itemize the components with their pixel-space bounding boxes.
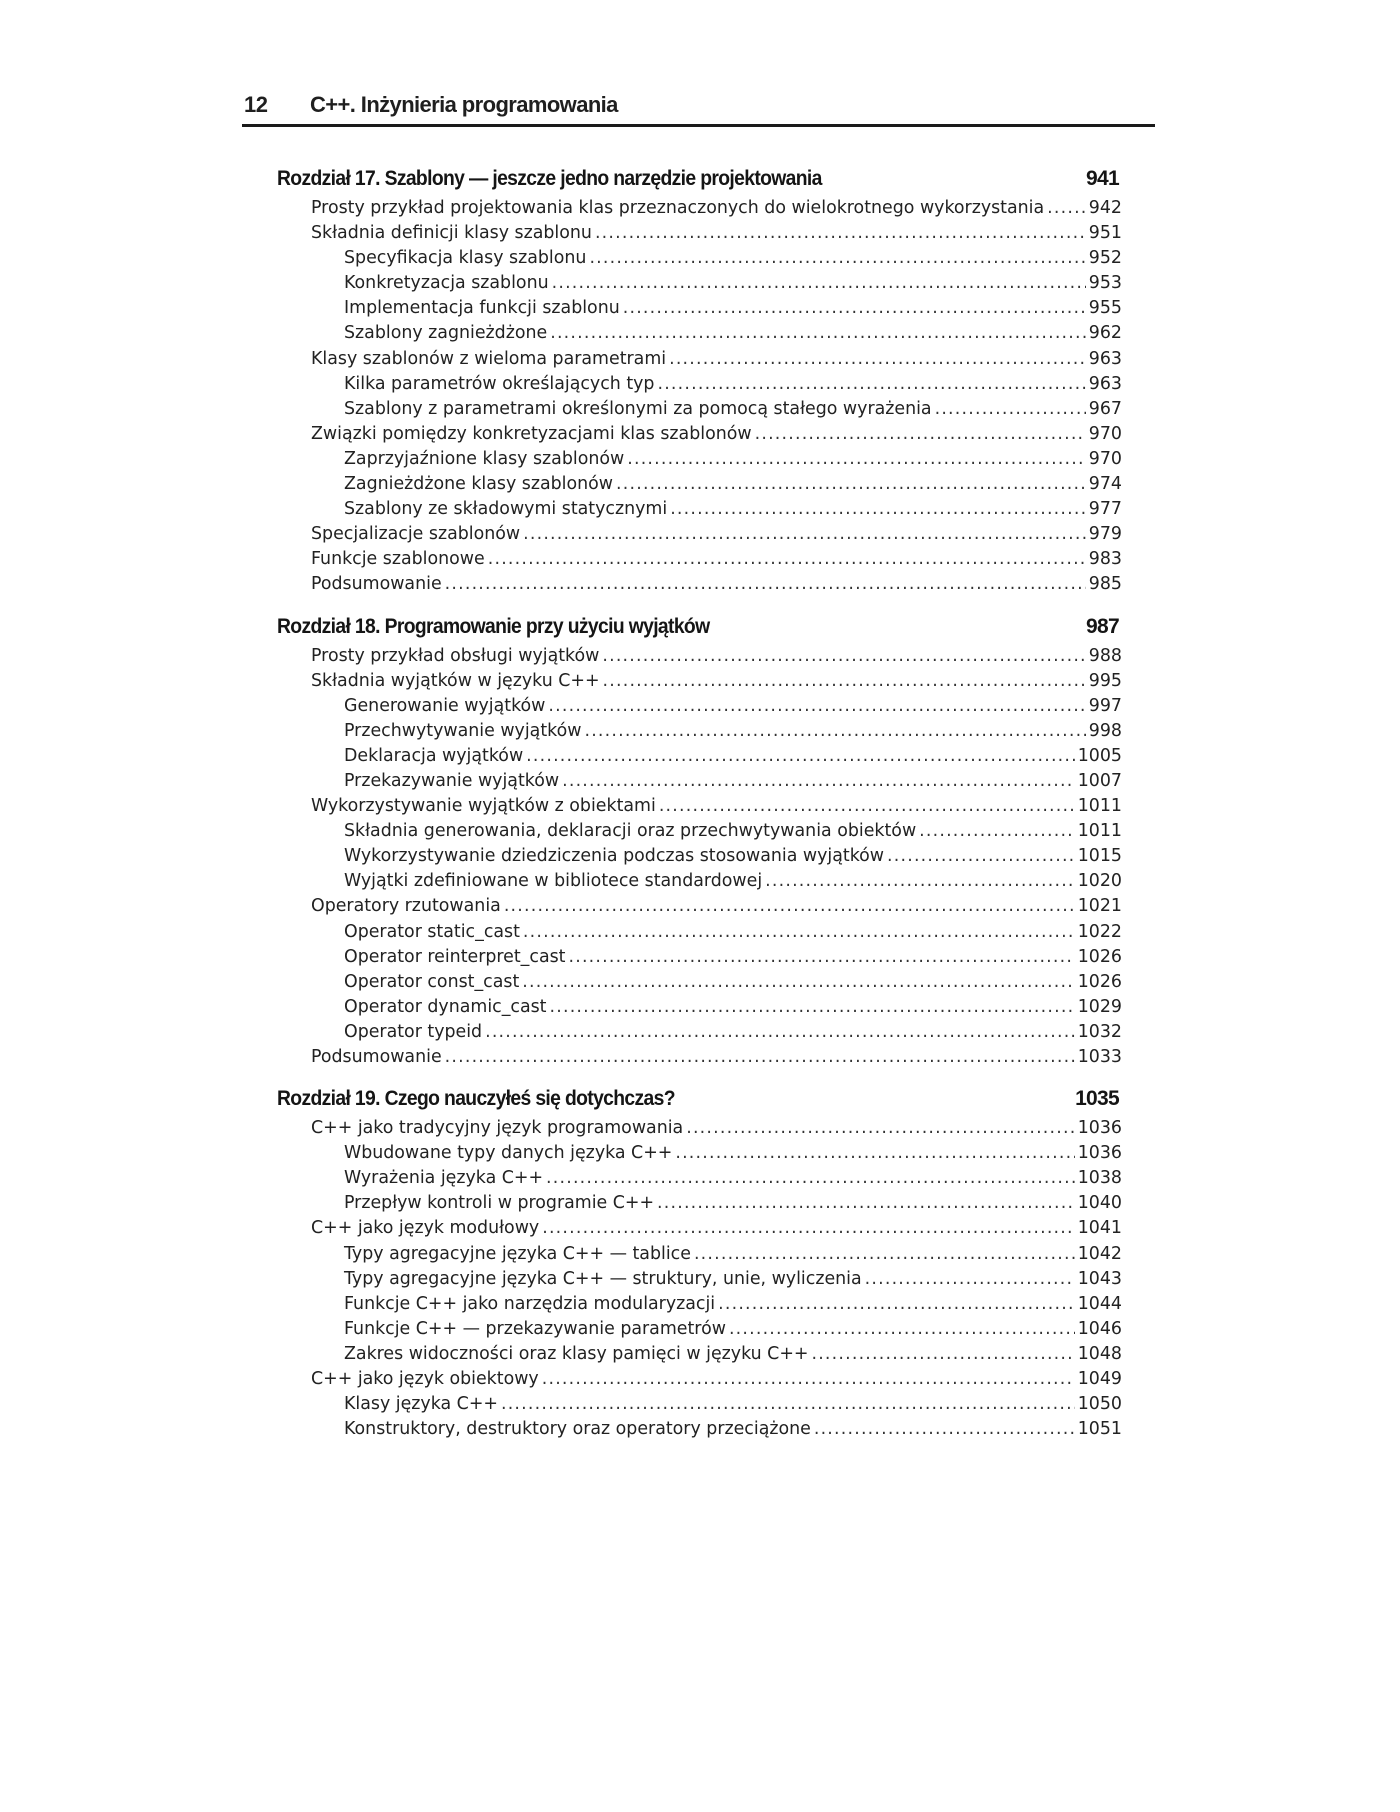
toc-subentry bbox=[277, 497, 1122, 522]
dot-leader bbox=[887, 844, 1075, 869]
dot-leader bbox=[595, 221, 1086, 246]
entry-page-number: 983 bbox=[1088, 549, 1122, 570]
toc-entry bbox=[277, 221, 1122, 246]
toc-subentry bbox=[277, 719, 1122, 744]
entry-title: Funkcje C++ jako narzędzia modularyzacji bbox=[344, 1293, 716, 1314]
chapter-section bbox=[277, 1082, 1122, 1442]
chapter-title: Rozdział 17. Szablony — jeszcze jedno narzędzie projektowania bbox=[277, 167, 822, 190]
dot-leader bbox=[603, 669, 1086, 694]
chapter-section bbox=[277, 610, 1122, 1071]
toc-entry bbox=[277, 196, 1122, 221]
dot-leader bbox=[568, 945, 1074, 970]
entry-title: Operator reinterpret_cast bbox=[344, 946, 566, 967]
entry-title: Przechwytywanie wyjątków bbox=[344, 720, 582, 741]
toc-subentry bbox=[277, 1392, 1122, 1417]
entry-page-number: 1049 bbox=[1077, 1369, 1122, 1390]
chapter-heading bbox=[277, 162, 1121, 196]
dot-leader bbox=[550, 995, 1075, 1020]
toc-entry bbox=[277, 894, 1122, 919]
entry-title: Wyrażenia języka C++ bbox=[344, 1168, 544, 1189]
entry-title: Klasy szablonów z wieloma parametrami bbox=[311, 348, 667, 369]
entry-page-number: 1011 bbox=[1077, 796, 1122, 817]
entry-title: Funkcje C++ — przekazywanie parametrów bbox=[344, 1318, 726, 1339]
toc-entry bbox=[277, 1216, 1122, 1241]
entry-page-number: 1040 bbox=[1077, 1193, 1122, 1214]
toc-subentry bbox=[277, 744, 1122, 769]
entry-page-number: 998 bbox=[1088, 720, 1122, 741]
entry-page-number: 1046 bbox=[1077, 1318, 1122, 1339]
entry-title: Związki pomiędzy konkretyzacjami klas szablonów bbox=[311, 423, 752, 444]
dot-leader bbox=[765, 869, 1075, 894]
entry-title: Wyjątki zdefiniowane w bibliotece standardowej bbox=[344, 871, 763, 892]
dot-leader bbox=[669, 347, 1086, 372]
toc-subentry bbox=[277, 1317, 1122, 1342]
toc-subentry bbox=[277, 1141, 1122, 1166]
dot-leader bbox=[814, 1417, 1075, 1442]
entry-page-number: 942 bbox=[1088, 198, 1122, 218]
chapter-page-number: 1035 bbox=[1075, 1087, 1119, 1111]
toc-subentry bbox=[277, 769, 1122, 794]
dot-leader bbox=[584, 719, 1085, 744]
dot-leader bbox=[562, 769, 1075, 794]
dot-leader bbox=[546, 1166, 1075, 1191]
entry-title: Prosty przykład projektowania klas przeznaczonych do wielokrotnego wykorzystania bbox=[311, 198, 1045, 218]
dot-leader bbox=[523, 920, 1075, 945]
entry-title: Przepływ kontroli w programie C++ bbox=[344, 1193, 655, 1214]
entry-page-number: 1022 bbox=[1077, 921, 1122, 942]
entry-title: Funkcje szablonowe bbox=[311, 549, 485, 570]
dot-leader bbox=[501, 1392, 1075, 1417]
toc-entry bbox=[277, 572, 1122, 597]
entry-page-number: 1020 bbox=[1077, 871, 1122, 892]
toc-subentry bbox=[277, 246, 1122, 271]
dot-leader bbox=[659, 794, 1075, 819]
entry-title: Prosty przykład obsługi wyjątków bbox=[311, 645, 600, 666]
entry-title: Specjalizacje szablonów bbox=[311, 524, 521, 545]
entry-title: Operator typeid bbox=[344, 1021, 483, 1042]
toc-subentry bbox=[277, 869, 1122, 894]
chapter-title: Rozdział 19. Czego nauczyłeś się dotychczas? bbox=[277, 1087, 675, 1111]
entry-title: Podsumowanie bbox=[311, 574, 442, 595]
toc-subentry bbox=[277, 995, 1122, 1020]
dot-leader bbox=[657, 372, 1085, 397]
toc-subentry bbox=[277, 1020, 1122, 1045]
entry-page-number: 1007 bbox=[1077, 770, 1122, 791]
toc-subentry bbox=[277, 920, 1122, 945]
toc-entry bbox=[277, 422, 1122, 447]
entry-title: Podsumowanie bbox=[311, 1047, 442, 1067]
chapter-page-number: 941 bbox=[1086, 167, 1119, 190]
entry-page-number: 977 bbox=[1088, 499, 1122, 520]
dot-leader bbox=[1047, 196, 1086, 221]
toc-subentry bbox=[277, 1242, 1122, 1267]
entry-title: Zaprzyjaźnione klasy szablonów bbox=[344, 448, 625, 469]
entry-page-number: 1051 bbox=[1077, 1419, 1122, 1440]
entry-title: Specyfikacja klasy szablonu bbox=[344, 248, 587, 269]
toc-subentry bbox=[277, 447, 1122, 472]
dot-leader bbox=[657, 1191, 1075, 1216]
dot-leader bbox=[488, 547, 1086, 572]
entry-page-number: 1032 bbox=[1077, 1021, 1122, 1042]
entry-title: Wbudowane typy danych języka C++ bbox=[344, 1143, 673, 1164]
toc-subentry bbox=[277, 1417, 1122, 1442]
entry-title: Konstruktory, destruktory oraz operatory przeciążone bbox=[344, 1419, 811, 1440]
dot-leader bbox=[445, 1045, 1075, 1070]
entry-page-number: 970 bbox=[1088, 423, 1122, 444]
dot-leader bbox=[694, 1242, 1075, 1267]
entry-page-number: 970 bbox=[1088, 448, 1122, 469]
entry-page-number: 953 bbox=[1088, 273, 1122, 294]
toc-subentry bbox=[277, 1292, 1122, 1317]
entry-title: Składnia definicji klasy szablonu bbox=[311, 223, 592, 244]
toc-entry bbox=[277, 347, 1122, 372]
entry-title: Szablony z parametrami określonymi za pomocą stałego wyrażenia bbox=[344, 398, 932, 419]
entry-title: C++ jako tradycyjny język programowania bbox=[311, 1118, 684, 1139]
entry-page-number: 1043 bbox=[1077, 1268, 1122, 1289]
chapter-heading bbox=[277, 610, 1121, 644]
toc-subentry bbox=[277, 1342, 1122, 1367]
entry-title: Implementacja funkcji szablonu bbox=[344, 298, 620, 319]
toc-entry bbox=[277, 794, 1122, 819]
dot-leader bbox=[504, 894, 1075, 919]
entry-page-number: 962 bbox=[1088, 323, 1122, 344]
toc-subentry bbox=[277, 271, 1122, 296]
toc-subentry bbox=[277, 296, 1122, 321]
toc-subentry bbox=[277, 1166, 1122, 1191]
entry-title: Zagnieżdżone klasy szablonów bbox=[344, 474, 614, 495]
toc-entry bbox=[277, 1116, 1122, 1141]
entry-title: C++ jako język obiektowy bbox=[311, 1369, 539, 1390]
entry-title: C++ jako język modułowy bbox=[311, 1218, 540, 1239]
toc-subentry bbox=[277, 1191, 1122, 1216]
entry-title: Składnia generowania, deklaracji oraz przechwytywania obiektów bbox=[344, 821, 917, 842]
dot-leader bbox=[552, 271, 1086, 296]
toc-entry bbox=[277, 644, 1122, 669]
chapter-title: Rozdział 18. Programowanie przy użyciu wyjątków bbox=[277, 614, 710, 638]
entry-title: Wykorzystywanie dziedziczenia podczas stosowania wyjątków bbox=[344, 846, 885, 867]
entry-title: Szablony zagnieżdżone bbox=[344, 323, 548, 344]
toc-entry bbox=[277, 547, 1122, 572]
entry-title: Wykorzystywanie wyjątków z obiektami bbox=[311, 796, 656, 817]
toc-entry bbox=[277, 669, 1122, 694]
toc-entry bbox=[277, 1045, 1122, 1070]
entry-page-number: 1033 bbox=[1077, 1047, 1122, 1067]
entry-title: Składnia wyjątków w języku C++ bbox=[311, 670, 600, 691]
dot-leader bbox=[935, 397, 1086, 422]
entry-page-number: 974 bbox=[1088, 474, 1122, 495]
dot-leader bbox=[627, 447, 1086, 472]
entry-page-number: 967 bbox=[1088, 398, 1122, 419]
dot-leader bbox=[675, 1141, 1074, 1166]
entry-title: Klasy języka C++ bbox=[344, 1394, 498, 1415]
dot-leader bbox=[550, 321, 1086, 346]
dot-leader bbox=[686, 1116, 1075, 1141]
toc-entry bbox=[277, 522, 1122, 547]
entry-page-number: 995 bbox=[1088, 670, 1122, 691]
chapter-section bbox=[277, 162, 1122, 598]
entry-page-number: 1036 bbox=[1077, 1143, 1122, 1164]
dot-leader bbox=[811, 1342, 1074, 1367]
table-of-contents bbox=[277, 162, 1122, 1454]
entry-page-number: 985 bbox=[1088, 574, 1122, 595]
dot-leader bbox=[485, 1020, 1075, 1045]
entry-title: Zakres widoczności oraz klasy pamięci w języku C++ bbox=[344, 1343, 809, 1364]
entry-page-number: 1038 bbox=[1077, 1168, 1122, 1189]
dot-leader bbox=[602, 644, 1085, 669]
dot-leader bbox=[718, 1292, 1075, 1317]
dot-leader bbox=[623, 296, 1086, 321]
toc-entry bbox=[277, 1367, 1122, 1392]
entry-page-number: 1042 bbox=[1077, 1243, 1122, 1264]
chapter-heading bbox=[277, 1082, 1121, 1116]
entry-page-number: 1005 bbox=[1077, 745, 1122, 766]
toc-subentry bbox=[277, 1267, 1122, 1292]
dot-leader bbox=[522, 970, 1074, 995]
dot-leader bbox=[542, 1216, 1075, 1241]
dot-leader bbox=[548, 694, 1085, 719]
chapter-page-number: 987 bbox=[1086, 614, 1119, 638]
dot-leader bbox=[523, 522, 1086, 547]
entry-page-number: 1026 bbox=[1077, 971, 1122, 992]
toc-subentry bbox=[277, 694, 1122, 719]
entry-title: Przekazywanie wyjątków bbox=[344, 770, 560, 791]
toc-subentry bbox=[277, 472, 1122, 497]
entry-page-number: 952 bbox=[1088, 248, 1122, 269]
dot-leader bbox=[589, 246, 1085, 271]
toc-subentry bbox=[277, 397, 1122, 422]
entry-page-number: 1029 bbox=[1077, 996, 1122, 1017]
dot-leader bbox=[670, 497, 1086, 522]
dot-leader bbox=[542, 1367, 1075, 1392]
dot-leader bbox=[729, 1317, 1075, 1342]
running-head bbox=[242, 92, 1155, 127]
entry-page-number: 963 bbox=[1088, 348, 1122, 369]
entry-page-number: 1048 bbox=[1077, 1343, 1122, 1364]
entry-page-number: 1041 bbox=[1077, 1218, 1122, 1239]
entry-page-number: 963 bbox=[1088, 373, 1122, 394]
entry-page-number: 1021 bbox=[1077, 896, 1122, 917]
entry-page-number: 979 bbox=[1088, 524, 1122, 545]
entry-title: Operator static_cast bbox=[344, 921, 520, 942]
entry-title: Kilka parametrów określających typ bbox=[344, 373, 655, 394]
entry-page-number: 1026 bbox=[1077, 946, 1122, 967]
toc-subentry bbox=[277, 372, 1122, 397]
entry-page-number: 1011 bbox=[1077, 821, 1122, 842]
entry-title: Typy agregacyjne języka C++ — tablice bbox=[344, 1243, 691, 1264]
entry-page-number: 955 bbox=[1088, 298, 1122, 319]
book-title: C++. Inżynieria programowania bbox=[310, 92, 618, 117]
dot-leader bbox=[919, 819, 1075, 844]
dot-leader bbox=[865, 1267, 1075, 1292]
entry-page-number: 997 bbox=[1088, 695, 1122, 716]
entry-page-number: 1036 bbox=[1077, 1118, 1122, 1139]
dot-leader bbox=[445, 572, 1086, 597]
toc-subentry bbox=[277, 819, 1122, 844]
page-number: 12 bbox=[244, 92, 268, 117]
entry-page-number: 1050 bbox=[1077, 1394, 1122, 1415]
entry-title: Konkretyzacja szablonu bbox=[344, 273, 549, 294]
dot-leader bbox=[526, 744, 1075, 769]
dot-leader bbox=[755, 422, 1086, 447]
entry-page-number: 988 bbox=[1088, 645, 1122, 666]
entry-page-number: 1044 bbox=[1077, 1293, 1122, 1314]
entry-page-number: 1015 bbox=[1077, 846, 1122, 867]
toc-subentry bbox=[277, 970, 1122, 995]
toc-subentry bbox=[277, 945, 1122, 970]
entry-title: Operatory rzutowania bbox=[311, 896, 501, 917]
toc-subentry bbox=[277, 844, 1122, 869]
entry-title: Operator const_cast bbox=[344, 971, 520, 992]
entry-title: Generowanie wyjątków bbox=[344, 695, 546, 716]
entry-title: Operator dynamic_cast bbox=[344, 996, 547, 1017]
dot-leader bbox=[616, 472, 1086, 497]
entry-title: Deklaracja wyjątków bbox=[344, 745, 524, 766]
entry-page-number: 951 bbox=[1088, 223, 1122, 244]
entry-title: Szablony ze składowymi statycznymi bbox=[344, 499, 668, 520]
toc-subentry bbox=[277, 321, 1122, 346]
entry-title: Typy agregacyjne języka C++ — struktury, unie, wyliczenia bbox=[344, 1268, 862, 1289]
